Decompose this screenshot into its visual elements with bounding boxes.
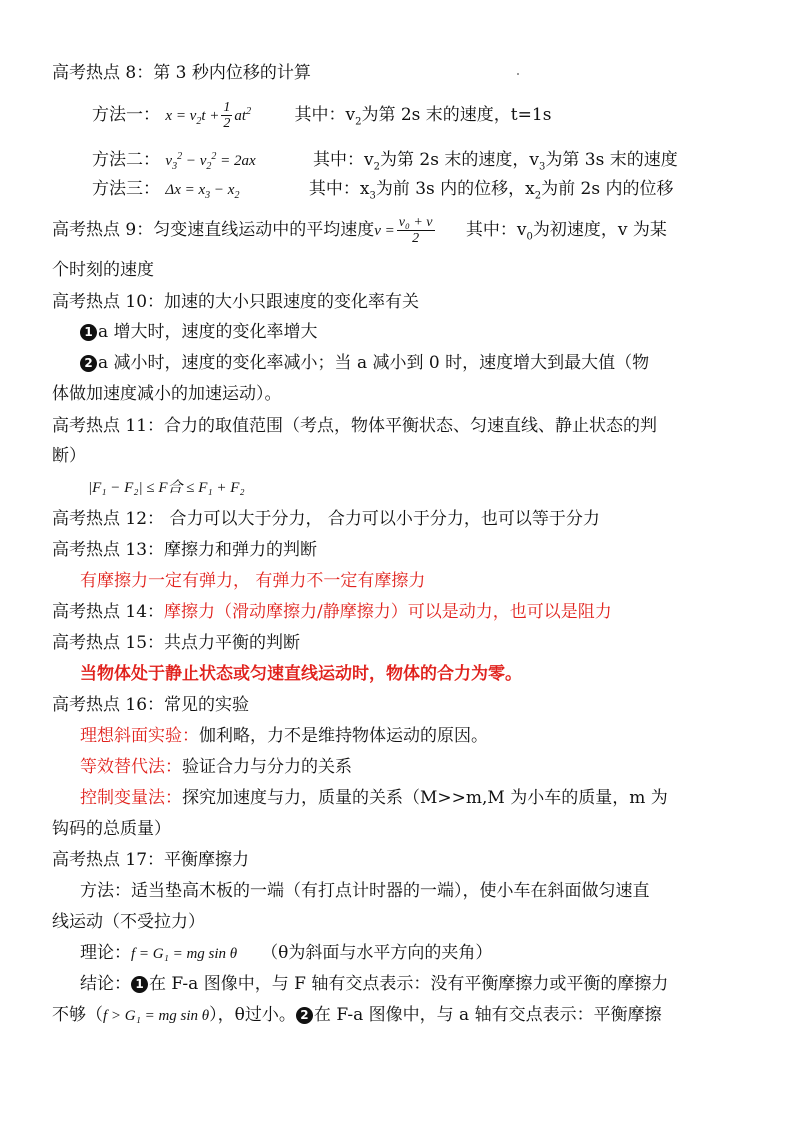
experiment-3: 控制变量法：探究加速度与力，质量的关系（M>>m,M 为小车的质量，m 为 bbox=[80, 788, 668, 808]
hotspot-13-note: 有摩擦力一定有弹力， 有弹力不一定有摩擦力 bbox=[80, 571, 426, 591]
hotspot-11-title: 高考热点 11：合力的取值范围（考点，物体平衡状态、匀速直线、静止状态的判 bbox=[52, 416, 658, 436]
hotspot-17-conclusion: 结论： 1 在 F-a 图像中，与 F 轴有交点表示：没有平衡摩擦力或平衡的摩擦力 bbox=[80, 974, 669, 994]
hotspot-10-item-2-cont: 体做加速度减小的加速运动）。 bbox=[52, 384, 282, 404]
hotspot-8-title: 高考热点 8：第 3 秒内位移的计算 bbox=[52, 63, 311, 83]
hotspot-10-item-2: 2 a 减小时，速度的变化率减小；当 a 减小到 0 时，速度增大到最大值（物 bbox=[80, 352, 649, 374]
hotspot-13-title: 高考热点 13：摩擦力和弹力的判断 bbox=[52, 540, 318, 560]
hotspot-17-title: 高考热点 17：平衡摩擦力 bbox=[52, 850, 250, 870]
experiment-2: 等效替代法：验证合力与分力的关系 bbox=[80, 757, 352, 777]
hotspot-17-conclusion-cont: 不够（f > G₁ = mg sin θ），θ过小。 2 在 F-a 图像中，与 a 轴有交点表示：平衡摩擦 bbox=[52, 1005, 662, 1025]
hotspot-9-line: 高考热点 9：匀变速直线运动中的平均速度v = $\frac{\text{v₀ + v}}{2}$ 其中：$v_0$为初速度，v 为某 bbox=[52, 215, 667, 246]
experiment-3-cont: 钩码的总质量） bbox=[52, 819, 171, 839]
hotspot-11-title-cont: 断） bbox=[52, 446, 86, 466]
hotspot-15-note: 当物体处于静止状态或匀速直线运动时，物体的合力为零。 bbox=[80, 664, 522, 684]
circled-number-1-icon: 1 bbox=[80, 324, 97, 341]
circled-number-1-icon: 1 bbox=[131, 976, 148, 993]
hotspot-9-line-2: 个时刻的速度 bbox=[52, 260, 154, 280]
hotspot-17-method: 方法：适当垫高木板的一端（有打点计时器的一端），使小车在斜面做匀速直 bbox=[80, 881, 650, 901]
scan-speck bbox=[517, 73, 519, 75]
circled-number-2-icon: 2 bbox=[80, 355, 97, 372]
circled-number-2-icon: 2 bbox=[296, 1007, 313, 1024]
hotspot-15-title: 高考热点 15：共点力平衡的判断 bbox=[52, 633, 301, 653]
method-3-line: 方法三： $\Delta x = x_3 - x_2$ 其中：$x_3$为前 3s 内的位移，$x_2$为前 2s 内的位移 bbox=[92, 179, 674, 202]
hotspot-14-line: 高考热点 14：摩擦力（滑动摩擦力/静摩擦力）可以是动力，也可以是阻力 bbox=[52, 602, 612, 622]
method-2-line: 方法二： $v_3^2 - v_2^2 = 2ax$ 其中：$v_2$为第 2s 末的速度，$v_3$为第 3s 末的速度 bbox=[92, 150, 678, 173]
hotspot-17-theory: 理论：f = G₁ = mg sin θ （θ为斜面与水平方向的夹角） bbox=[80, 943, 493, 963]
hotspot-16-title: 高考热点 16：常见的实验 bbox=[52, 695, 250, 715]
hotspot-11-formula: |F₁ − F₂| ≤ F合 ≤ F₁ + F₂ bbox=[88, 480, 245, 496]
experiment-1: 理想斜面实验：伽利略，力不是维持物体运动的原因。 bbox=[80, 726, 488, 746]
method-1-line: 方法一： $x = v_2t$ + $\frac{1}{2}$ $at^2$ 其中：$v_2$为第 2s 末的速度，t=1s bbox=[92, 100, 552, 131]
hotspot-10-item-1: 1 a 增大时，速度的变化率增大 bbox=[80, 321, 318, 343]
hotspot-17-method-cont: 线运动（不受拉力） bbox=[52, 912, 205, 932]
hotspot-12-line: 高考热点 12： 合力可以大于分力， 合力可以小于分力，也可以等于分力 bbox=[52, 509, 600, 529]
hotspot-10-title: 高考热点 10：加速的大小只跟速度的变化率有关 bbox=[52, 292, 420, 312]
